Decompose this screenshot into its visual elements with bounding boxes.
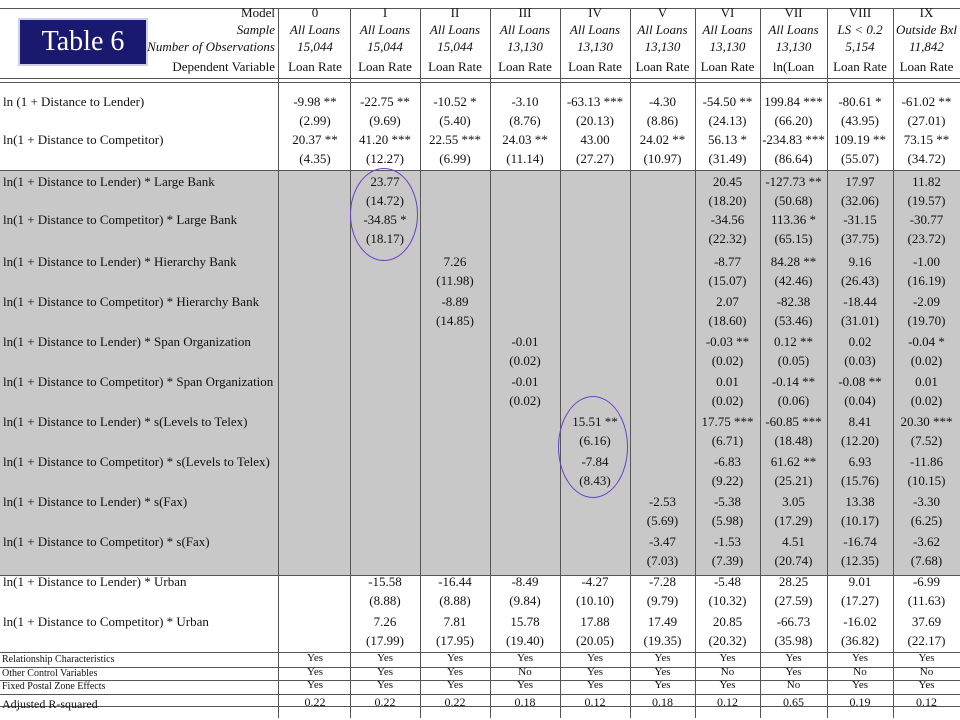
se-cell: (16.19) bbox=[907, 273, 946, 288]
coef-cell: -234.83 *** bbox=[762, 132, 825, 147]
se-cell: (37.75) bbox=[841, 231, 879, 246]
coef-cell: -11.86 bbox=[909, 454, 944, 469]
se-cell: (8.86) bbox=[646, 113, 679, 128]
row-label: ln(1 + Distance to Competitor) * Span Organization bbox=[3, 374, 274, 389]
se-cell: (0.02) bbox=[910, 353, 943, 368]
coef-cell: 7.26 bbox=[443, 254, 467, 269]
se-cell: (17.29) bbox=[774, 513, 813, 528]
coef-cell: -15.58 bbox=[368, 574, 402, 589]
se-cell: (6.25) bbox=[910, 513, 943, 528]
se-cell: (65.15) bbox=[774, 231, 813, 246]
se-cell: (50.68) bbox=[774, 193, 813, 208]
coef-cell: -18.44 bbox=[843, 294, 877, 309]
se-cell: (19.57) bbox=[907, 193, 946, 208]
coef-cell: 17.49 bbox=[647, 614, 678, 629]
bottom-row-label: Fixed Postal Zone Effects bbox=[2, 681, 106, 692]
se-cell: (11.98) bbox=[436, 273, 474, 288]
se-cell: (27.27) bbox=[576, 151, 614, 166]
se-cell: (18.17) bbox=[366, 231, 404, 246]
row-label: ln (1 + Distance to Lender) bbox=[3, 94, 145, 109]
bottom-row-value: Yes bbox=[918, 679, 935, 691]
column-header-model: VI bbox=[720, 5, 735, 20]
coef-cell: 28.25 bbox=[778, 574, 809, 589]
bottom-row-value: Yes bbox=[376, 666, 393, 678]
bottom-row-value: Yes bbox=[446, 652, 463, 664]
se-cell: (31.01) bbox=[841, 313, 879, 328]
bottom-row-value: 0.12 bbox=[916, 695, 937, 709]
se-cell: (18.20) bbox=[708, 193, 747, 208]
se-cell: (18.60) bbox=[708, 313, 747, 328]
se-cell: (55.07) bbox=[841, 151, 879, 166]
se-cell: (9.69) bbox=[369, 113, 401, 128]
coef-cell: 9.01 bbox=[848, 574, 872, 589]
column-header-sample: All Loans bbox=[289, 22, 341, 37]
coef-cell: -2.09 bbox=[912, 294, 941, 309]
se-cell: (12.27) bbox=[366, 151, 404, 166]
bottom-row-value: Yes bbox=[918, 652, 935, 664]
coef-cell: -3.30 bbox=[912, 494, 941, 509]
table-title: Table 6 bbox=[18, 18, 148, 66]
se-cell: (9.84) bbox=[509, 593, 541, 608]
column-header-sample: All Loans bbox=[768, 22, 819, 37]
bottom-row-value: Yes bbox=[516, 679, 533, 691]
coef-cell: -0.04 * bbox=[908, 334, 945, 349]
se-cell: (18.48) bbox=[774, 433, 813, 448]
bottom-row-value: 0.22 bbox=[374, 695, 396, 709]
column-header-dep: ln(Loan bbox=[772, 59, 815, 74]
coef-cell: 41.20 *** bbox=[359, 132, 411, 147]
se-cell: (11.63) bbox=[907, 593, 946, 608]
se-cell: (8.43) bbox=[579, 473, 611, 488]
coef-cell: -2.53 bbox=[648, 494, 677, 509]
se-cell: (10.97) bbox=[643, 151, 682, 166]
se-cell: (7.52) bbox=[910, 433, 943, 448]
se-cell: (86.64) bbox=[774, 151, 813, 166]
se-cell: (8.88) bbox=[369, 593, 401, 608]
column-header-obs: 13,130 bbox=[709, 39, 746, 54]
column-header-obs: 15,044 bbox=[367, 39, 403, 54]
se-cell: (20.05) bbox=[576, 633, 614, 648]
se-cell: (0.02) bbox=[910, 393, 943, 408]
se-cell: (19.40) bbox=[506, 633, 544, 648]
se-cell: (11.14) bbox=[506, 151, 544, 166]
coef-cell: -4.27 bbox=[581, 574, 609, 589]
column-header-obs: 11,842 bbox=[909, 39, 944, 54]
row-label: ln(1 + Distance to Competitor) * Urban bbox=[3, 614, 209, 629]
se-cell: (5.40) bbox=[439, 113, 471, 128]
coef-cell: 8.41 bbox=[848, 414, 872, 429]
bottom-row-label: Relationship Characteristics bbox=[2, 654, 115, 665]
coef-cell: -54.50 ** bbox=[702, 94, 753, 109]
coef-cell: -0.08 ** bbox=[838, 374, 882, 389]
se-cell: (53.46) bbox=[774, 313, 813, 328]
column-header-dep: Loan Rate bbox=[358, 59, 412, 74]
coef-cell: -9.98 ** bbox=[293, 94, 337, 109]
coef-cell: 23.77 bbox=[370, 174, 400, 189]
column-header-dep: Loan Rate bbox=[428, 59, 482, 74]
se-cell: (12.35) bbox=[841, 553, 879, 568]
coef-cell: -8.77 bbox=[713, 254, 742, 269]
coef-cell: 17.97 bbox=[845, 174, 875, 189]
header-label: Dependent Variable bbox=[172, 59, 275, 74]
se-cell: (7.39) bbox=[711, 553, 744, 568]
coef-cell: -66.73 bbox=[776, 614, 811, 629]
bottom-row-value: Yes bbox=[376, 679, 393, 691]
se-cell: (15.76) bbox=[841, 473, 879, 488]
coef-cell: 17.75 *** bbox=[701, 414, 754, 429]
se-cell: (4.35) bbox=[299, 151, 331, 166]
se-cell: (0.04) bbox=[844, 393, 876, 408]
se-cell: (36.82) bbox=[841, 633, 879, 648]
coef-cell: -4.30 bbox=[648, 94, 677, 109]
coef-cell: 0.01 bbox=[716, 374, 739, 389]
row-label: ln(1 + Distance to Lender) * s(Levels to Telex) bbox=[3, 414, 248, 429]
se-cell: (14.72) bbox=[366, 193, 404, 208]
bottom-row-value: Yes bbox=[306, 666, 323, 678]
coef-cell: -34.85 * bbox=[363, 212, 407, 227]
coef-cell: -34.56 bbox=[710, 212, 745, 227]
coef-cell: -3.62 bbox=[912, 534, 941, 549]
coef-cell: 9.16 bbox=[848, 254, 872, 269]
annotation-circle bbox=[558, 396, 628, 498]
coef-cell: 37.69 bbox=[911, 614, 942, 629]
coef-cell: 7.81 bbox=[443, 614, 467, 629]
row-label: ln(1 + Distance to Lender) * Urban bbox=[3, 574, 187, 589]
column-header-sample: All Loans bbox=[429, 22, 481, 37]
coef-cell: -6.99 bbox=[912, 574, 941, 589]
coef-cell: -0.03 ** bbox=[705, 334, 750, 349]
bottom-row-label: Other Control Variables bbox=[2, 668, 98, 679]
bottom-row-value: Yes bbox=[446, 666, 463, 678]
se-cell: (2.99) bbox=[299, 113, 331, 128]
bottom-row-value: 0.19 bbox=[849, 695, 871, 709]
bottom-row-value: 0.22 bbox=[304, 695, 326, 709]
bottom-row-value: No bbox=[853, 666, 867, 678]
coef-cell: 20.45 bbox=[712, 174, 743, 189]
bottom-row-value: 0.22 bbox=[444, 695, 466, 709]
column-header-sample: All Loans bbox=[637, 22, 688, 37]
bottom-row-value: Yes bbox=[851, 679, 868, 691]
se-cell: (7.68) bbox=[910, 553, 943, 568]
se-cell: (17.99) bbox=[366, 633, 404, 648]
se-cell: (43.95) bbox=[841, 113, 879, 128]
se-cell: (17.27) bbox=[841, 593, 879, 608]
se-cell: (5.98) bbox=[711, 513, 744, 528]
se-cell: (27.01) bbox=[907, 113, 946, 128]
coef-cell: -8.89 bbox=[441, 294, 469, 309]
column-header-sample: LS < 0.2 bbox=[837, 22, 883, 37]
column-header-dep: Loan Rate bbox=[568, 59, 622, 74]
coef-cell: 24.02 ** bbox=[639, 132, 686, 147]
column-header-sample: All Loans bbox=[569, 22, 621, 37]
coef-cell: 2.07 bbox=[716, 294, 739, 309]
bottom-row-value: No bbox=[786, 679, 801, 691]
se-cell: (35.98) bbox=[774, 633, 813, 648]
row-label: ln(1 + Distance to Competitor) * s(Levels to Telex) bbox=[3, 454, 270, 469]
bottom-row-value: Yes bbox=[654, 652, 671, 664]
coef-cell: 43.00 bbox=[580, 132, 610, 147]
coef-cell: 15.78 bbox=[510, 614, 540, 629]
coef-cell: -1.53 bbox=[713, 534, 742, 549]
column-header-model: III bbox=[518, 5, 532, 20]
se-cell: (24.13) bbox=[708, 113, 747, 128]
coef-cell: 7.26 bbox=[373, 614, 397, 629]
coef-cell: -3.10 bbox=[511, 94, 539, 109]
coef-cell: 0.01 bbox=[915, 374, 938, 389]
column-header-model: II bbox=[450, 5, 460, 20]
coef-cell: 61.62 ** bbox=[770, 454, 817, 469]
bottom-row-value: 0.18 bbox=[652, 695, 673, 709]
bottom-row-value: Yes bbox=[446, 679, 463, 691]
se-cell: (10.32) bbox=[708, 593, 747, 608]
column-header-dep: Loan Rate bbox=[635, 59, 690, 74]
row-label: ln(1 + Distance to Competitor) bbox=[3, 132, 164, 147]
coef-cell: 3.05 bbox=[782, 494, 805, 509]
coef-cell: 15.51 ** bbox=[572, 414, 618, 429]
bottom-row-value: 0.65 bbox=[783, 695, 804, 709]
se-cell: (17.95) bbox=[436, 633, 474, 648]
se-cell: (15.07) bbox=[708, 273, 747, 288]
coef-cell: 113.36 * bbox=[770, 212, 817, 227]
se-cell: (8.76) bbox=[509, 113, 541, 128]
bottom-row-value: No bbox=[720, 666, 735, 678]
coef-cell: -127.73 ** bbox=[765, 174, 822, 189]
se-cell: (9.22) bbox=[711, 473, 744, 488]
se-cell: (0.02) bbox=[509, 353, 541, 368]
coef-cell: 20.30 *** bbox=[900, 414, 953, 429]
bottom-row-value: Yes bbox=[586, 679, 603, 691]
coef-cell: 84.28 ** bbox=[770, 254, 817, 269]
coef-cell: -16.02 bbox=[843, 614, 877, 629]
se-cell: (0.02) bbox=[509, 393, 541, 408]
column-header-sample: All Loans bbox=[702, 22, 753, 37]
coef-cell: -0.01 bbox=[511, 374, 539, 389]
se-cell: (22.17) bbox=[907, 633, 946, 648]
coef-cell: 199.84 *** bbox=[764, 94, 823, 109]
se-cell: (10.15) bbox=[907, 473, 946, 488]
bottom-row-value: No bbox=[518, 666, 532, 678]
se-cell: (10.17) bbox=[841, 513, 879, 528]
coef-cell: -80.61 * bbox=[838, 94, 882, 109]
bottom-row-value: Yes bbox=[785, 652, 802, 664]
coef-cell: 4.51 bbox=[782, 534, 805, 549]
column-divider bbox=[278, 8, 279, 718]
se-cell: (19.70) bbox=[907, 313, 946, 328]
se-cell: (20.32) bbox=[708, 633, 747, 648]
bottom-row-label: Adjusted R-squared bbox=[2, 697, 98, 711]
coef-cell: -61.02 ** bbox=[901, 94, 952, 109]
se-cell: (20.13) bbox=[576, 113, 614, 128]
coef-cell: -82.38 bbox=[776, 294, 811, 309]
bottom-row-value: Yes bbox=[376, 652, 393, 664]
column-header-obs: 13,130 bbox=[507, 39, 543, 54]
coef-cell: -16.74 bbox=[843, 534, 877, 549]
se-cell: (0.02) bbox=[711, 353, 744, 368]
coef-cell: -16.44 bbox=[438, 574, 472, 589]
coef-cell: 13.38 bbox=[845, 494, 875, 509]
column-header-model: VIII bbox=[848, 5, 872, 20]
row-divider bbox=[0, 82, 960, 83]
column-header-model: V bbox=[657, 5, 668, 20]
column-header-obs: 13,130 bbox=[775, 39, 812, 54]
coef-cell: 0.12 ** bbox=[774, 334, 813, 349]
bottom-row-value: 0.12 bbox=[584, 695, 606, 709]
se-cell: (23.72) bbox=[907, 231, 946, 246]
annotation-circle bbox=[350, 168, 418, 261]
coef-cell: -8.49 bbox=[511, 574, 539, 589]
column-header-sample: Outside Bxl bbox=[895, 22, 957, 37]
se-cell: (6.99) bbox=[439, 151, 471, 166]
column-header-obs: 5,154 bbox=[845, 39, 875, 54]
coef-cell: 20.37 ** bbox=[292, 132, 338, 147]
se-cell: (32.06) bbox=[841, 193, 879, 208]
coef-cell: -22.75 ** bbox=[360, 94, 410, 109]
bottom-row-value: No bbox=[919, 666, 934, 678]
coef-cell: -63.13 *** bbox=[566, 94, 624, 109]
se-cell: (31.49) bbox=[708, 151, 747, 166]
row-divider bbox=[0, 170, 960, 171]
coef-cell: -60.85 *** bbox=[765, 414, 822, 429]
column-header-obs: 13,130 bbox=[577, 39, 613, 54]
column-header-sample: All Loans bbox=[359, 22, 411, 37]
bottom-row-value: Yes bbox=[654, 679, 671, 691]
se-cell: (7.03) bbox=[646, 553, 679, 568]
bottom-row-value: Yes bbox=[586, 652, 603, 664]
coef-cell: 109.19 ** bbox=[834, 132, 886, 147]
coef-cell: 0.02 bbox=[848, 334, 872, 349]
header-label: Number of Observations bbox=[147, 39, 275, 54]
coef-cell: 73.15 ** bbox=[903, 132, 950, 147]
bottom-row-value: 0.12 bbox=[717, 695, 738, 709]
coef-cell: 56.13 * bbox=[708, 132, 747, 147]
coef-cell: -30.77 bbox=[909, 212, 944, 227]
coef-cell: -0.01 bbox=[511, 334, 539, 349]
bottom-row-value: Yes bbox=[586, 666, 603, 678]
column-header-model: VII bbox=[784, 5, 803, 20]
column-header-model: IV bbox=[588, 5, 602, 20]
se-cell: (5.69) bbox=[646, 513, 679, 528]
coef-cell: 11.82 bbox=[912, 174, 941, 189]
bottom-row-value: Yes bbox=[516, 652, 533, 664]
row-label: ln(1 + Distance to Competitor) * Hierarchy Bank bbox=[3, 294, 260, 309]
se-cell: (6.71) bbox=[711, 433, 744, 448]
coef-cell: -10.52 * bbox=[433, 94, 477, 109]
coef-cell: 17.88 bbox=[580, 614, 610, 629]
bottom-row-value: 0.18 bbox=[514, 695, 536, 709]
bottom-row-value: Yes bbox=[306, 652, 323, 664]
bottom-row-value: Yes bbox=[306, 679, 323, 691]
coef-cell: 24.03 ** bbox=[502, 132, 548, 147]
coef-cell: -5.48 bbox=[713, 574, 742, 589]
se-cell: (0.02) bbox=[711, 393, 744, 408]
column-header-obs: 15,044 bbox=[297, 39, 333, 54]
se-cell: (9.79) bbox=[646, 593, 679, 608]
coef-cell: -6.83 bbox=[713, 454, 742, 469]
se-cell: (27.59) bbox=[774, 593, 813, 608]
header-label: Sample bbox=[236, 22, 275, 37]
row-label: ln(1 + Distance to Lender) * s(Fax) bbox=[3, 494, 188, 509]
se-cell: (10.10) bbox=[576, 593, 614, 608]
column-header-sample: All Loans bbox=[499, 22, 551, 37]
bottom-row-value: Yes bbox=[654, 666, 671, 678]
row-label: ln(1 + Distance to Competitor) * s(Fax) bbox=[3, 534, 210, 549]
column-header-dep: Loan Rate bbox=[700, 59, 755, 74]
header-label: Model bbox=[241, 5, 275, 20]
coef-cell: 20.85 bbox=[712, 614, 743, 629]
coef-cell: -3.47 bbox=[648, 534, 677, 549]
coef-cell: -7.84 bbox=[581, 454, 609, 469]
se-cell: (42.46) bbox=[774, 273, 813, 288]
column-header-model: IX bbox=[919, 5, 934, 20]
column-header-dep: Loan Rate bbox=[899, 59, 954, 74]
column-header-obs: 13,130 bbox=[644, 39, 681, 54]
coef-cell: -5.38 bbox=[713, 494, 742, 509]
coef-cell: -7.28 bbox=[648, 574, 677, 589]
row-label: ln(1 + Distance to Lender) * Span Organization bbox=[3, 334, 251, 349]
row-label: ln(1 + Distance to Lender) * Large Bank bbox=[3, 174, 215, 189]
se-cell: (26.43) bbox=[841, 273, 879, 288]
column-header-model: 0 bbox=[311, 5, 319, 20]
coef-cell: -0.14 ** bbox=[771, 374, 816, 389]
column-header-dep: Loan Rate bbox=[833, 59, 887, 74]
se-cell: (34.72) bbox=[907, 151, 946, 166]
se-cell: (22.32) bbox=[708, 231, 747, 246]
se-cell: (19.35) bbox=[643, 633, 682, 648]
coef-cell: -1.00 bbox=[912, 254, 941, 269]
row-label: ln(1 + Distance to Competitor) * Large Bank bbox=[3, 212, 238, 227]
column-header-model: I bbox=[382, 5, 388, 20]
row-divider bbox=[0, 78, 960, 79]
se-cell: (8.88) bbox=[439, 593, 471, 608]
se-cell: (0.06) bbox=[777, 393, 810, 408]
coef-cell: 6.93 bbox=[848, 454, 872, 469]
se-cell: (0.05) bbox=[777, 353, 810, 368]
bottom-row-value: Yes bbox=[719, 652, 736, 664]
se-cell: (66.20) bbox=[774, 113, 813, 128]
coef-cell: -31.15 bbox=[843, 212, 877, 227]
se-cell: (14.85) bbox=[436, 313, 474, 328]
bottom-row-value: Yes bbox=[785, 666, 802, 678]
se-cell: (0.03) bbox=[844, 353, 876, 368]
coef-cell: 22.55 *** bbox=[429, 132, 481, 147]
column-header-dep: Loan Rate bbox=[288, 59, 342, 74]
row-label: ln(1 + Distance to Lender) * Hierarchy Bank bbox=[3, 254, 237, 269]
se-cell: (20.74) bbox=[774, 553, 813, 568]
bottom-row-value: Yes bbox=[719, 679, 736, 691]
se-cell: (6.16) bbox=[579, 433, 611, 448]
se-cell: (12.20) bbox=[841, 433, 879, 448]
column-header-obs: 15,044 bbox=[437, 39, 473, 54]
se-cell: (25.21) bbox=[774, 473, 813, 488]
column-header-dep: Loan Rate bbox=[498, 59, 552, 74]
bottom-row-value: Yes bbox=[851, 652, 868, 664]
